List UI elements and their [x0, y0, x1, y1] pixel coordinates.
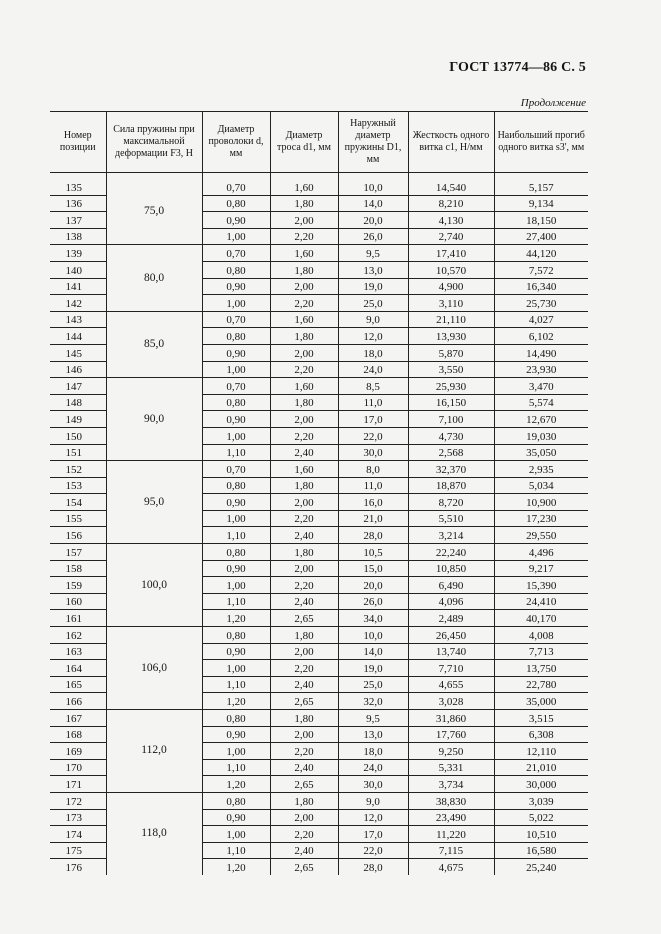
deflection: 9,217: [494, 560, 588, 577]
cable-diameter: 1,60: [270, 311, 338, 328]
stiffness: 4,655: [408, 676, 494, 693]
wire-diameter: 1,10: [202, 676, 270, 693]
table-row: [50, 179, 588, 195]
cable-diameter: 1,80: [270, 394, 338, 411]
position-number: 147: [50, 378, 106, 395]
stiffness: 25,930: [408, 378, 494, 395]
stiffness: 21,110: [408, 311, 494, 328]
stiffness: 4,730: [408, 427, 494, 444]
cable-diameter: 2,40: [270, 444, 338, 461]
stiffness: 10,850: [408, 560, 494, 577]
deflection: 4,496: [494, 544, 588, 561]
stiffness: 3,028: [408, 693, 494, 710]
deflection: 25,240: [494, 859, 588, 875]
wire-diameter: 1,00: [202, 743, 270, 760]
wire-diameter: 0,90: [202, 278, 270, 295]
cable-diameter: 2,00: [270, 726, 338, 743]
position-number: 159: [50, 577, 106, 594]
position-number: 136: [50, 195, 106, 212]
stiffness: 13,740: [408, 643, 494, 660]
outer-diameter: 28,0: [338, 859, 408, 875]
wire-diameter: 1,00: [202, 577, 270, 594]
wire-diameter: 1,00: [202, 228, 270, 245]
outer-diameter: 20,0: [338, 212, 408, 229]
cable-diameter: 2,00: [270, 278, 338, 295]
position-number: 167: [50, 710, 106, 727]
stiffness: 5,870: [408, 344, 494, 361]
col-header-deflection: Наибольший прогиб одного витка s3', мм: [494, 112, 588, 173]
table-row: [50, 792, 588, 809]
force-value: 80,0: [106, 245, 202, 311]
cable-diameter: 2,40: [270, 842, 338, 859]
stiffness: 8,210: [408, 195, 494, 212]
position-number: 169: [50, 743, 106, 760]
table-row: [50, 311, 588, 328]
cable-diameter: 2,20: [270, 660, 338, 677]
cable-diameter: 2,40: [270, 593, 338, 610]
outer-diameter: 13,0: [338, 261, 408, 278]
position-number: 152: [50, 461, 106, 478]
outer-diameter: 16,0: [338, 494, 408, 511]
position-number: 143: [50, 311, 106, 328]
outer-diameter: 12,0: [338, 328, 408, 345]
cable-diameter: 1,80: [270, 627, 338, 644]
position-number: 137: [50, 212, 106, 229]
cable-diameter: 2,00: [270, 809, 338, 826]
deflection: 4,027: [494, 311, 588, 328]
wire-diameter: 0,90: [202, 411, 270, 428]
force-value: 118,0: [106, 792, 202, 874]
cable-diameter: 2,65: [270, 610, 338, 627]
cable-diameter: 2,00: [270, 643, 338, 660]
deflection: 10,510: [494, 826, 588, 843]
deflection: 17,230: [494, 510, 588, 527]
outer-diameter: 22,0: [338, 427, 408, 444]
wire-diameter: 0,80: [202, 394, 270, 411]
position-number: 176: [65, 861, 82, 874]
wire-diameter: 1,20: [202, 610, 270, 627]
deflection: 4,008: [494, 627, 588, 644]
stiffness: 5,510: [408, 510, 494, 527]
position-number: 164: [50, 660, 106, 677]
wire-diameter: 1,10: [202, 444, 270, 461]
outer-diameter: 34,0: [338, 610, 408, 627]
cable-diameter: 2,00: [270, 411, 338, 428]
stiffness: 7,710: [408, 660, 494, 677]
wire-diameter: 0,90: [202, 344, 270, 361]
wire-diameter: 1,20: [202, 776, 270, 793]
stiffness: 13,930: [408, 328, 494, 345]
position-number: 150: [50, 427, 106, 444]
outer-diameter: 20,0: [338, 577, 408, 594]
position-number: 171: [50, 776, 106, 793]
position-number: 172: [50, 792, 106, 809]
outer-diameter: 15,0: [338, 560, 408, 577]
cable-diameter: 2,65: [270, 776, 338, 793]
cable-diameter: 1,80: [270, 544, 338, 561]
outer-diameter: 22,0: [338, 842, 408, 859]
outer-diameter: 18,0: [338, 743, 408, 760]
position-number: 156: [50, 527, 106, 544]
col-header-cable-diameter: Диаметр троса d1, мм: [270, 112, 338, 173]
deflection: 5,022: [494, 809, 588, 826]
outer-diameter: 9,5: [338, 710, 408, 727]
position-number: 162: [50, 627, 106, 644]
outer-diameter: 21,0: [338, 510, 408, 527]
position-number: 155: [50, 510, 106, 527]
stiffness: 5,331: [408, 759, 494, 776]
cable-diameter: 1,80: [270, 261, 338, 278]
force-value: 85,0: [106, 311, 202, 377]
deflection: 5,574: [494, 394, 588, 411]
deflection: 15,390: [494, 577, 588, 594]
wire-diameter: 0,70: [202, 461, 270, 478]
table-row: [50, 378, 588, 395]
table-row: [50, 245, 588, 262]
stiffness: 14,540: [408, 179, 494, 195]
col-header-stiffness: Жесткость одного витка c1, Н/мм: [408, 112, 494, 173]
outer-diameter: 8,0: [338, 461, 408, 478]
wire-diameter: 0,80: [202, 627, 270, 644]
wire-diameter: 0,80: [202, 792, 270, 809]
outer-diameter: 32,0: [338, 693, 408, 710]
deflection: 10,900: [494, 494, 588, 511]
deflection: 16,580: [494, 842, 588, 859]
deflection: 12,110: [494, 743, 588, 760]
deflection: 12,670: [494, 411, 588, 428]
wire-diameter: 0,90: [202, 212, 270, 229]
position-number: 141: [50, 278, 106, 295]
stiffness: 6,490: [408, 577, 494, 594]
position-number: 146: [50, 361, 106, 378]
wire-diameter: 1,10: [202, 759, 270, 776]
stiffness: 8,720: [408, 494, 494, 511]
outer-diameter: 10,5: [338, 544, 408, 561]
wire-diameter: 1,00: [202, 427, 270, 444]
deflection: 40,170: [494, 610, 588, 627]
stiffness: 4,130: [408, 212, 494, 229]
position-number: 151: [50, 444, 106, 461]
deflection: 16,340: [494, 278, 588, 295]
outer-diameter: 30,0: [338, 776, 408, 793]
outer-diameter: 11,0: [338, 477, 408, 494]
deflection: 14,490: [494, 344, 588, 361]
deflection: 2,935: [494, 461, 588, 478]
wire-diameter: 0,70: [202, 378, 270, 395]
deflection: 3,515: [494, 710, 588, 727]
table-row: [50, 461, 588, 478]
cable-diameter: 1,60: [270, 378, 338, 395]
position-number: 142: [50, 295, 106, 312]
position-number: 163: [50, 643, 106, 660]
stiffness: 2,489: [408, 610, 494, 627]
outer-diameter: 14,0: [338, 195, 408, 212]
position-number: 166: [50, 693, 106, 710]
wire-diameter: 0,80: [202, 544, 270, 561]
cable-diameter: 1,60: [270, 245, 338, 262]
stiffness: 2,740: [408, 228, 494, 245]
stiffness: 11,220: [408, 826, 494, 843]
position-number: 140: [50, 261, 106, 278]
force-value: 106,0: [106, 627, 202, 710]
wire-diameter: 1,00: [202, 510, 270, 527]
stiffness: 3,214: [408, 527, 494, 544]
cable-diameter: 2,20: [270, 743, 338, 760]
position-number: 165: [50, 676, 106, 693]
position-number: 148: [50, 394, 106, 411]
deflection: 3,039: [494, 792, 588, 809]
outer-diameter: 25,0: [338, 295, 408, 312]
cable-diameter: 1,80: [270, 792, 338, 809]
deflection: 24,410: [494, 593, 588, 610]
outer-diameter: 26,0: [338, 228, 408, 245]
stiffness: 26,450: [408, 627, 494, 644]
deflection: 21,010: [494, 759, 588, 776]
continuation-label: Продолжение: [520, 97, 586, 109]
position-number: 168: [50, 726, 106, 743]
cable-diameter: 2,20: [270, 361, 338, 378]
cable-diameter: 2,00: [270, 344, 338, 361]
cable-diameter: 2,20: [270, 295, 338, 312]
outer-diameter: 17,0: [338, 411, 408, 428]
wire-diameter: 0,90: [202, 560, 270, 577]
col-header-number: Номер позиции: [50, 112, 106, 173]
position-number: 175: [50, 842, 106, 859]
outer-diameter: 19,0: [338, 660, 408, 677]
position-number: 158: [50, 560, 106, 577]
cable-diameter: 2,00: [270, 560, 338, 577]
wire-diameter: 0,80: [202, 328, 270, 345]
deflection: 9,134: [494, 195, 588, 212]
position-number: 144: [50, 328, 106, 345]
table-body: [50, 173, 588, 875]
wire-diameter: 1,00: [202, 295, 270, 312]
position-number: 153: [50, 477, 106, 494]
header-row: [50, 112, 588, 173]
cable-diameter: 2,20: [270, 826, 338, 843]
outer-diameter: 30,0: [338, 444, 408, 461]
cable-diameter: 2,65: [270, 859, 338, 875]
outer-diameter: 11,0: [338, 394, 408, 411]
outer-diameter: 9,5: [338, 245, 408, 262]
position-number: 145: [50, 344, 106, 361]
wire-diameter: 0,90: [202, 809, 270, 826]
outer-diameter: 8,5: [338, 378, 408, 395]
stiffness: 16,150: [408, 394, 494, 411]
force-value: 75,0: [106, 179, 202, 245]
stiffness: 22,240: [408, 544, 494, 561]
outer-diameter: 25,0: [338, 676, 408, 693]
cable-diameter: 2,40: [270, 759, 338, 776]
position-number: 160: [50, 593, 106, 610]
table-row: [50, 627, 588, 644]
cable-diameter: 2,00: [270, 212, 338, 229]
deflection: 18,150: [494, 212, 588, 229]
outer-diameter: 9,0: [338, 311, 408, 328]
cable-diameter: 2,20: [270, 228, 338, 245]
cable-diameter: 1,60: [270, 461, 338, 478]
cable-diameter: 2,65: [270, 693, 338, 710]
deflection: 23,930: [494, 361, 588, 378]
stiffness: 3,734: [408, 776, 494, 793]
wire-diameter: 1,10: [202, 527, 270, 544]
cable-diameter: 2,20: [270, 427, 338, 444]
position-number: 173: [50, 809, 106, 826]
wire-diameter: 0,90: [202, 494, 270, 511]
deflection: 6,102: [494, 328, 588, 345]
position-number: 174: [50, 826, 106, 843]
deflection: 30,000: [494, 776, 588, 793]
col-header-wire-diameter: Диаметр проволоки d, мм: [202, 112, 270, 173]
force-value: 90,0: [106, 378, 202, 461]
position-number: 139: [50, 245, 106, 262]
wire-diameter: 1,00: [202, 660, 270, 677]
deflection: 35,050: [494, 444, 588, 461]
position-number: 161: [50, 610, 106, 627]
stiffness: 32,370: [408, 461, 494, 478]
cable-diameter: 2,00: [270, 494, 338, 511]
deflection: 27,400: [494, 228, 588, 245]
wire-diameter: 0,80: [202, 261, 270, 278]
wire-diameter: 1,10: [202, 593, 270, 610]
outer-diameter: 18,0: [338, 344, 408, 361]
cable-diameter: 1,60: [270, 179, 338, 195]
position-number: 149: [50, 411, 106, 428]
spring-table: [50, 111, 588, 875]
deflection: 44,120: [494, 245, 588, 262]
stiffness: 17,760: [408, 726, 494, 743]
deflection: 7,572: [494, 261, 588, 278]
deflection: 13,750: [494, 660, 588, 677]
position-number: 170: [50, 759, 106, 776]
wire-diameter: 0,80: [202, 477, 270, 494]
outer-diameter: 10,0: [338, 179, 408, 195]
cable-diameter: 1,80: [270, 710, 338, 727]
deflection: 19,030: [494, 427, 588, 444]
stiffness: 4,675: [408, 859, 494, 875]
force-value: 112,0: [106, 710, 202, 793]
stiffness: 3,550: [408, 361, 494, 378]
wire-diameter: 1,00: [202, 361, 270, 378]
col-header-force: Сила пружины при максимальной деформации F3, Н: [106, 112, 202, 173]
outer-diameter: 19,0: [338, 278, 408, 295]
deflection: 7,713: [494, 643, 588, 660]
wire-diameter: 0,70: [202, 179, 270, 195]
position-number: 154: [50, 494, 106, 511]
deflection: 3,470: [494, 378, 588, 395]
deflection: 6,308: [494, 726, 588, 743]
page-header: ГОСТ 13774—86 С. 5: [449, 60, 586, 75]
col-header-outer-diameter: Наружный диаметр пружины D1, мм: [338, 112, 408, 173]
stiffness: 2,568: [408, 444, 494, 461]
position-number: 157: [50, 544, 106, 561]
table-row: [50, 544, 588, 561]
deflection: 25,730: [494, 295, 588, 312]
wire-diameter: 0,70: [202, 245, 270, 262]
wire-diameter: 0,80: [202, 710, 270, 727]
table-row: [50, 710, 588, 727]
cable-diameter: 2,20: [270, 510, 338, 527]
wire-diameter: 0,80: [202, 195, 270, 212]
stiffness: 23,490: [408, 809, 494, 826]
outer-diameter: 24,0: [338, 759, 408, 776]
stiffness: 9,250: [408, 743, 494, 760]
stiffness: 38,830: [408, 792, 494, 809]
cable-diameter: 2,20: [270, 577, 338, 594]
cable-diameter: 1,80: [270, 477, 338, 494]
wire-diameter: 1,10: [202, 842, 270, 859]
wire-diameter: 0,90: [202, 726, 270, 743]
position-number: 135: [50, 179, 106, 195]
stiffness: 18,870: [408, 477, 494, 494]
outer-diameter: 28,0: [338, 527, 408, 544]
force-value: 100,0: [106, 544, 202, 627]
stiffness: 17,410: [408, 245, 494, 262]
position-number: 138: [50, 228, 106, 245]
stiffness: 31,860: [408, 710, 494, 727]
deflection: 29,550: [494, 527, 588, 544]
outer-diameter: 17,0: [338, 826, 408, 843]
stiffness: 7,100: [408, 411, 494, 428]
cable-diameter: 2,40: [270, 676, 338, 693]
stiffness: 7,115: [408, 842, 494, 859]
deflection: 5,034: [494, 477, 588, 494]
outer-diameter: 12,0: [338, 809, 408, 826]
stiffness: 4,096: [408, 593, 494, 610]
outer-diameter: 24,0: [338, 361, 408, 378]
outer-diameter: 26,0: [338, 593, 408, 610]
outer-diameter: 9,0: [338, 792, 408, 809]
deflection: 22,780: [494, 676, 588, 693]
stiffness: 3,110: [408, 295, 494, 312]
deflection: 35,000: [494, 693, 588, 710]
deflection: 5,157: [494, 179, 588, 195]
outer-diameter: 13,0: [338, 726, 408, 743]
wire-diameter: 1,20: [202, 693, 270, 710]
wire-diameter: 1,20: [202, 859, 270, 875]
cable-diameter: 2,40: [270, 527, 338, 544]
cable-diameter: 1,80: [270, 195, 338, 212]
outer-diameter: 10,0: [338, 627, 408, 644]
outer-diameter: 14,0: [338, 643, 408, 660]
stiffness: 10,570: [408, 261, 494, 278]
wire-diameter: 0,90: [202, 643, 270, 660]
stiffness: 4,900: [408, 278, 494, 295]
wire-diameter: 1,00: [202, 826, 270, 843]
cable-diameter: 1,80: [270, 328, 338, 345]
force-value: 95,0: [106, 461, 202, 544]
wire-diameter: 0,70: [202, 311, 270, 328]
